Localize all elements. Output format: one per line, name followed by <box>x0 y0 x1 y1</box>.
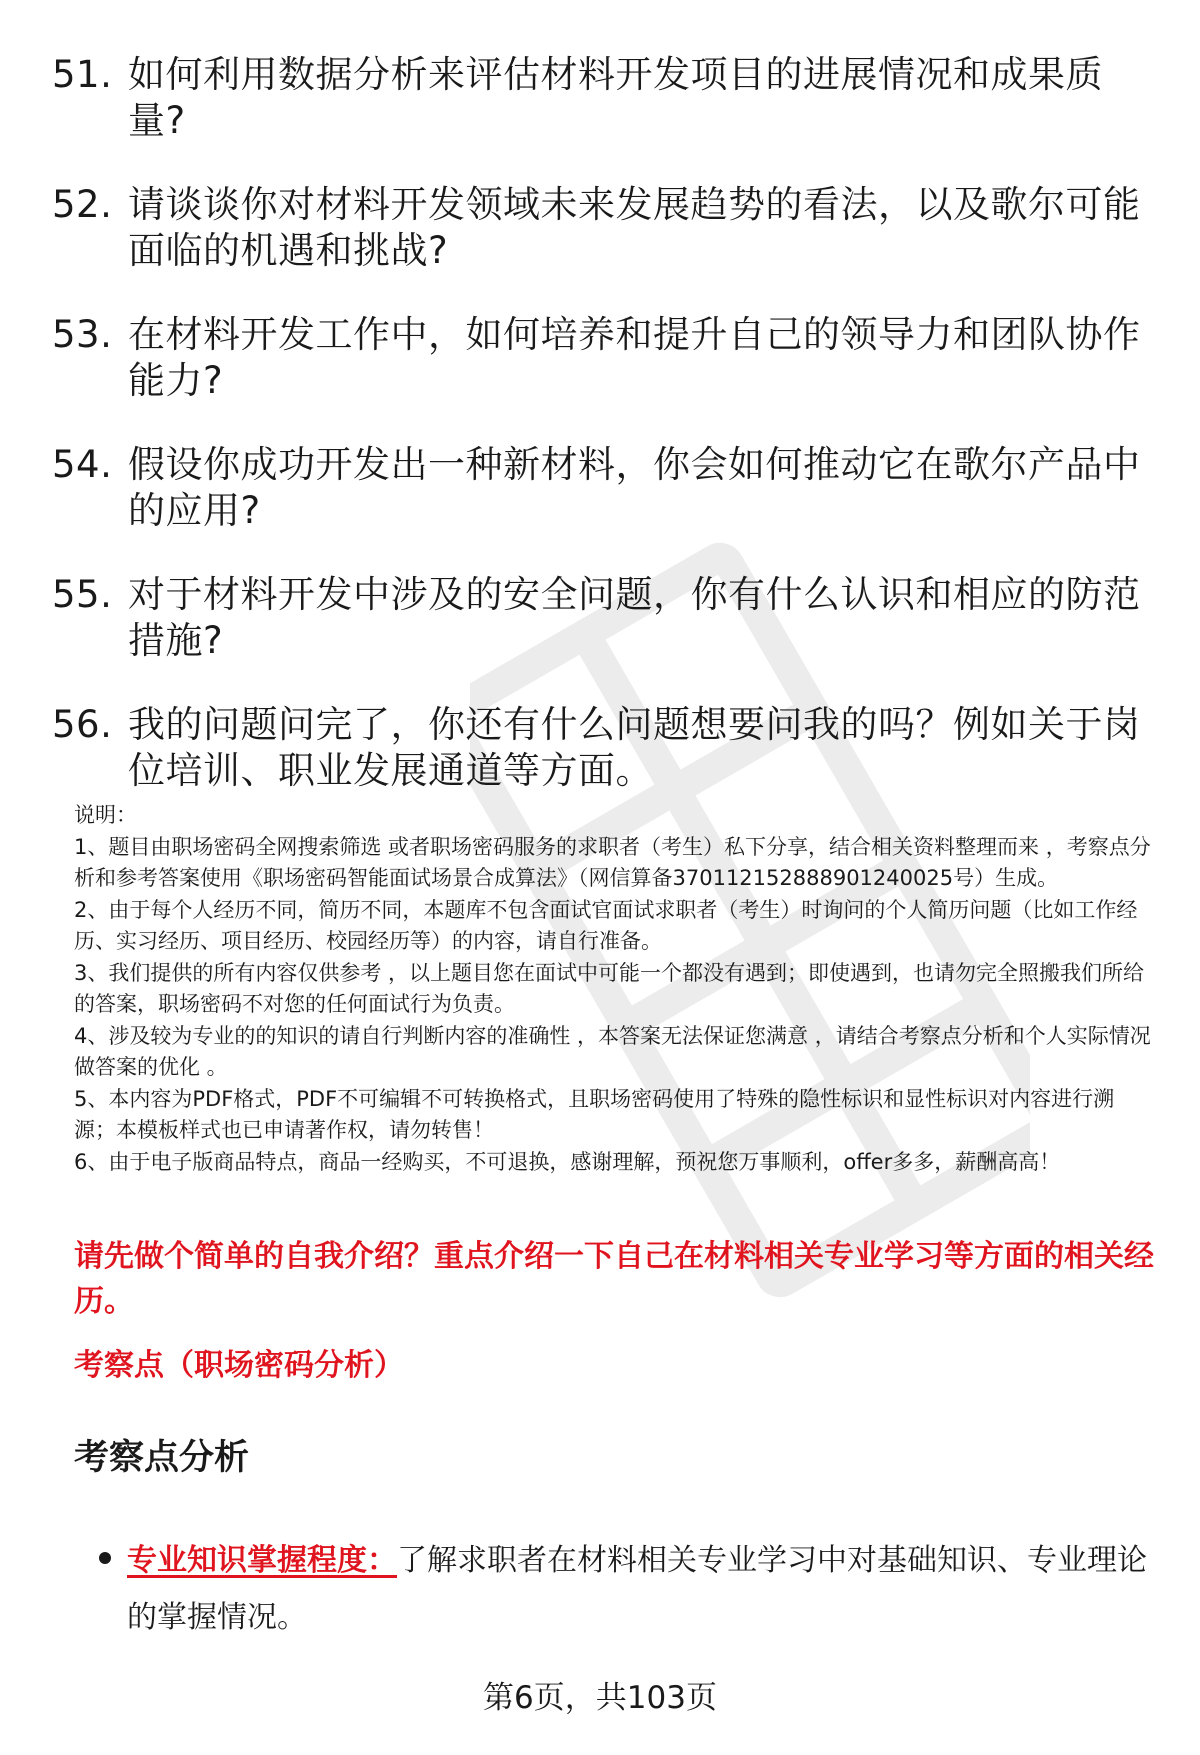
notes-title: 说明： <box>74 803 137 827</box>
question-item <box>52 572 1152 664</box>
question-list <box>52 52 1152 832</box>
note-item: 2、由于每个人经历不同，简历不同，本题库不包含面试官面试求职者（考生）时询问的个人简历问题（比如工作经历、实习经历、项目经历、校园经历等）的内容，请自行准备。 <box>74 897 1138 953</box>
bullet-dot-icon <box>99 1552 111 1564</box>
question-text: 我的问题问完了，你还有什么问题想要问我的吗？例如关于岗位培训、职业发展通道等方面。 <box>128 703 1141 792</box>
question-item <box>52 182 1152 274</box>
question-item <box>52 442 1152 534</box>
question-number: 55. <box>52 573 113 616</box>
note-item: 3、我们提供的所有内容仅供参考 ，以上题目您在面试中可能一个都没有遇到；即使遇到，也请勿完全照搬我们所给的答案，职场密码不对您的任何面试行为负责。 <box>74 960 1145 1016</box>
bullet-text: 了解求职者在材料相关专业学习中对基础知识、专业理论的掌握情况。 <box>127 1543 1147 1635</box>
question-text: 请谈谈你对材料开发领域未来发展趋势的看法，以及歌尔可能面临的机遇和挑战? <box>128 183 1141 272</box>
question-number: 51. <box>52 53 113 96</box>
note-item: 5、本内容为PDF格式，PDF不可编辑不可转换格式，且职场密码使用了特殊的隐性标识和显性标识对内容进行溯源；本模板样式也已申请著作权，请勿转售！ <box>74 1086 1115 1142</box>
question-item <box>52 312 1152 404</box>
question-text: 如何利用数据分析来评估材料开发项目的进展情况和成果质量? <box>128 53 1103 142</box>
question-number: 54. <box>52 443 113 486</box>
question-text: 假设你成功开发出一种新材料，你会如何推动它在歌尔产品中的应用? <box>128 443 1141 532</box>
bullet-key: 专业知识掌握程度： <box>127 1543 397 1578</box>
question-number: 56. <box>52 703 113 746</box>
question-item <box>52 52 1152 144</box>
note-item: 6、由于电子版商品特点，商品一经购买，不可退换，感谢理解，预祝您万事顺利，offer多多，薪酬高高！ <box>74 1149 1061 1174</box>
notes-section <box>74 800 1154 1178</box>
page-footer: 第6页，共103页 <box>483 1680 717 1716</box>
assessment-subheading: 考察点（职场密码分析） <box>74 1348 404 1383</box>
question-item <box>52 702 1152 794</box>
main-question-heading: 请先做个简单的自我介绍？重点介绍一下自己在材料相关专业学习等方面的相关经历。 <box>74 1239 1154 1319</box>
question-text: 在材料开发工作中，如何培养和提升自己的领导力和团队协作能力? <box>128 313 1141 402</box>
question-number: 52. <box>52 183 113 226</box>
question-number: 53. <box>52 313 113 356</box>
question-text: 对于材料开发中涉及的安全问题，你有什么认识和相应的防范措施? <box>128 573 1141 662</box>
analysis-heading: 考察点分析 <box>74 1438 250 1478</box>
note-item: 4、涉及较为专业的的知识的请自行判断内容的准确性 ，本答案无法保证您满意 ，请结合考察点分析和个人实际情况做答案的优化 。 <box>74 1023 1151 1079</box>
analysis-bullet-item <box>127 1532 1147 1646</box>
note-item: 1、题目由职场密码全网搜索筛选 或者职场密码服务的求职者（考生）私下分享，结合相关资料整理而来 ，考察点分析和参考答案使用《职场密码智能面试场景合成算法》（网信算备370112152888901240025号）生成。 <box>74 834 1151 890</box>
